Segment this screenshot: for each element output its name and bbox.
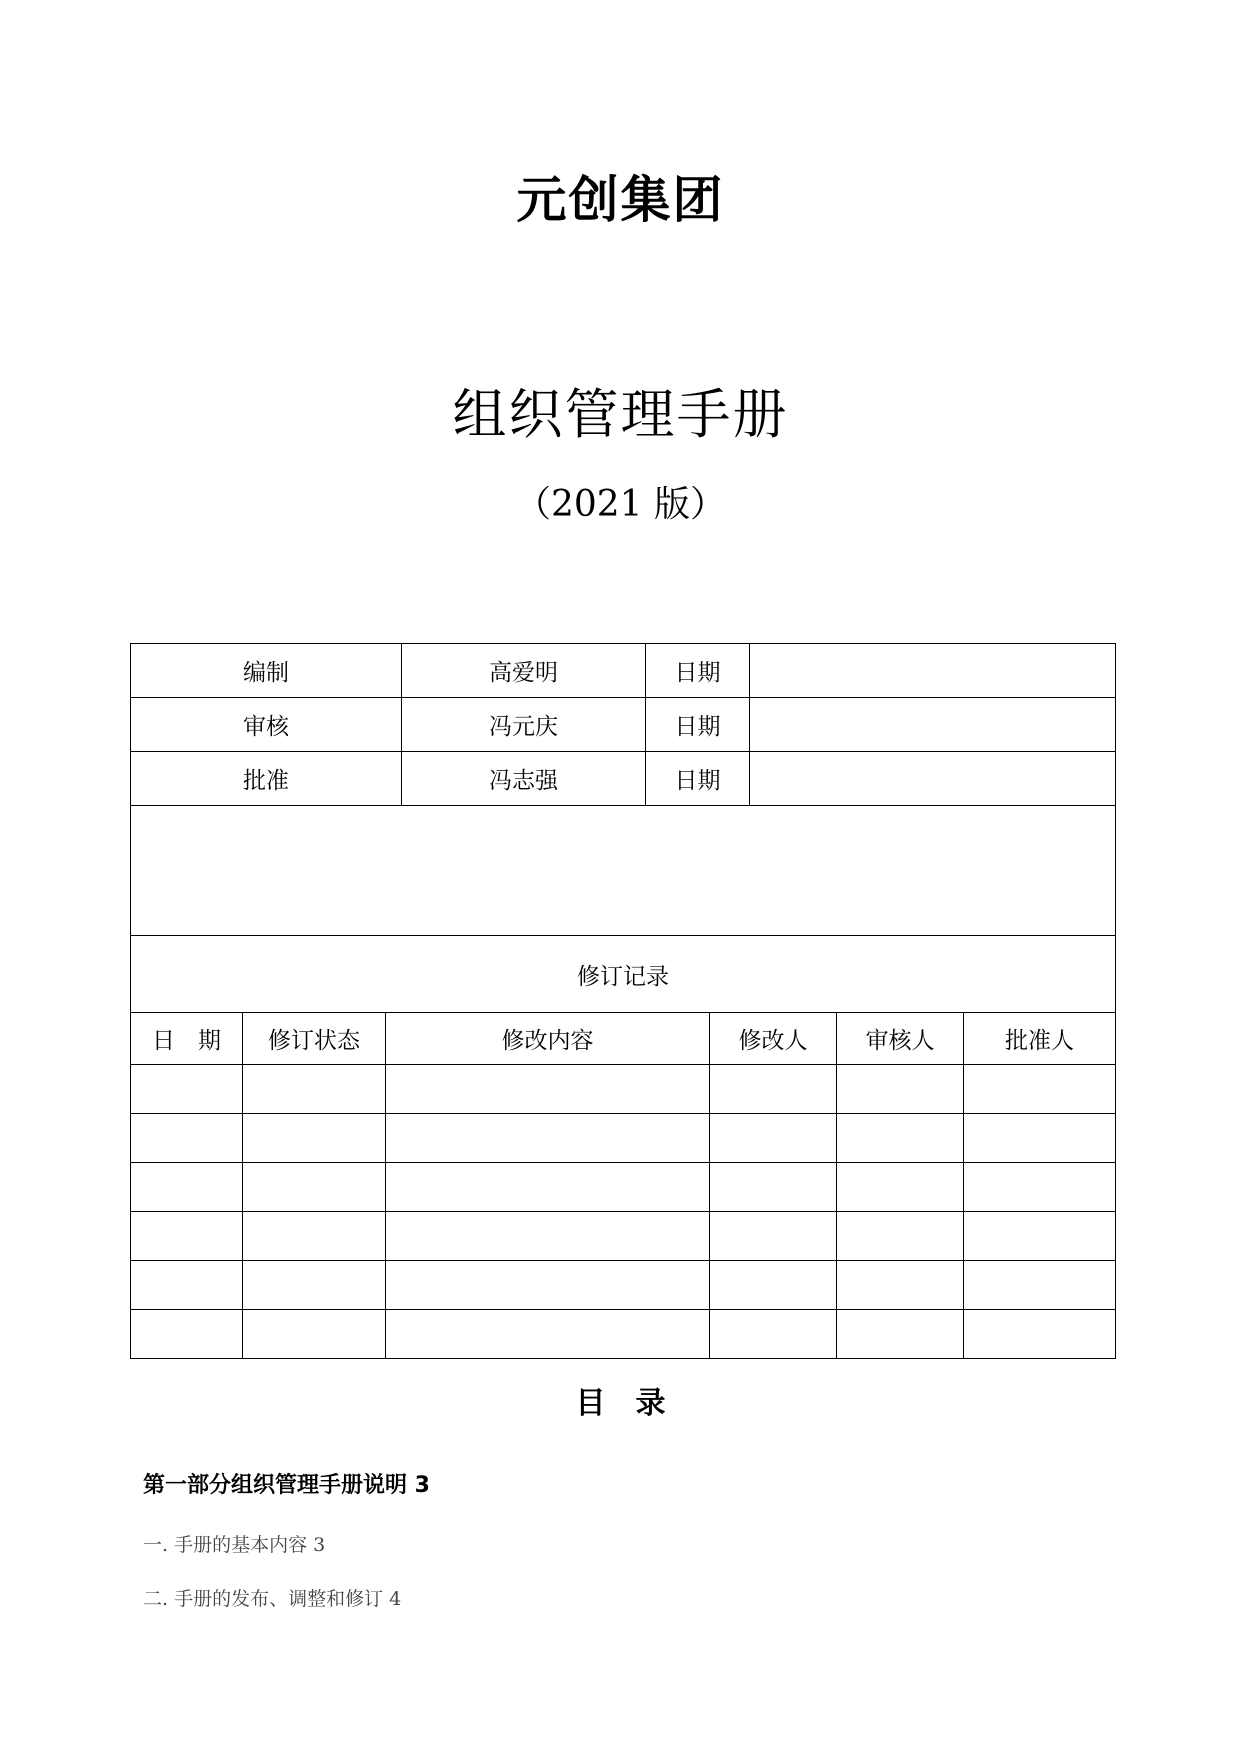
table-cell <box>710 1065 837 1114</box>
table-cell <box>710 1114 837 1163</box>
toc-entry-basic-content[interactable]: 一. 手册的基本内容 3 <box>143 1534 326 1556</box>
table-cell <box>964 1310 1116 1359</box>
edition-label: （2021 版） <box>514 484 727 525</box>
table-cell <box>386 1261 710 1310</box>
approval-person: 高爱明 <box>402 644 646 698</box>
table-cell <box>964 1261 1116 1310</box>
table-cell <box>131 1310 243 1359</box>
approval-role: 编制 <box>131 644 402 698</box>
table-cell <box>243 1163 386 1212</box>
table-cell <box>837 1114 964 1163</box>
table-cell <box>386 1065 710 1114</box>
header-reviewer: 审核人 <box>837 1013 964 1065</box>
table-cell <box>131 1163 243 1212</box>
revision-table <box>130 1012 1116 1359</box>
table-cell <box>243 1065 386 1114</box>
revision-record-title: 修订记录 <box>131 936 1116 1013</box>
approval-row-compile <box>131 644 1116 698</box>
table-cell <box>386 1212 710 1261</box>
table-row <box>131 1212 1116 1261</box>
table-cell <box>964 1212 1116 1261</box>
table-cell <box>243 1212 386 1261</box>
header-revision-status: 修订状态 <box>243 1013 386 1065</box>
approval-date-value <box>750 752 1116 806</box>
toc-title: 目录 <box>575 1386 696 1421</box>
header-change-content: 修改内容 <box>386 1013 710 1065</box>
header-approver: 批准人 <box>964 1013 1116 1065</box>
table-cell <box>710 1310 837 1359</box>
table-cell <box>837 1261 964 1310</box>
table-cell <box>386 1114 710 1163</box>
approval-row-review <box>131 698 1116 752</box>
table-cell <box>710 1212 837 1261</box>
table-cell <box>964 1163 1116 1212</box>
table-cell <box>710 1261 837 1310</box>
table-cell <box>386 1163 710 1212</box>
table-cell <box>243 1114 386 1163</box>
approval-role: 批准 <box>131 752 402 806</box>
table-row <box>131 1261 1116 1310</box>
table-cell <box>243 1310 386 1359</box>
table-row <box>131 1114 1116 1163</box>
table-cell <box>837 1163 964 1212</box>
table-cell <box>386 1310 710 1359</box>
company-name: 元创集团 <box>516 171 725 229</box>
table-cell <box>131 1065 243 1114</box>
table-cell <box>837 1212 964 1261</box>
approval-date-label: 日期 <box>646 752 750 806</box>
blank-row <box>131 806 1116 936</box>
approval-role: 审核 <box>131 698 402 752</box>
table-cell <box>964 1065 1116 1114</box>
table-row <box>131 1310 1116 1359</box>
approval-person: 冯元庆 <box>402 698 646 752</box>
table-row <box>131 1065 1116 1114</box>
header-modifier: 修改人 <box>710 1013 837 1065</box>
table-row <box>131 1163 1116 1212</box>
revision-header-row <box>131 1013 1116 1065</box>
table-cell <box>837 1310 964 1359</box>
table-cell <box>131 1212 243 1261</box>
blank-cell <box>131 806 1116 936</box>
approval-person: 冯志强 <box>402 752 646 806</box>
table-cell <box>243 1261 386 1310</box>
approval-date-label: 日期 <box>646 644 750 698</box>
table-cell <box>837 1065 964 1114</box>
approval-table <box>130 643 1116 1013</box>
table-cell <box>710 1163 837 1212</box>
approval-row-approve <box>131 752 1116 806</box>
table-cell <box>964 1114 1116 1163</box>
table-cell <box>131 1261 243 1310</box>
manual-title: 组织管理手册 <box>452 383 789 446</box>
toc-entry-release-revision[interactable]: 二. 手册的发布、调整和修订 4 <box>143 1588 402 1610</box>
approval-date-label: 日期 <box>646 698 750 752</box>
toc-entry-part-one[interactable]: 第一部分组织管理手册说明 3 <box>143 1473 430 1498</box>
table-cell <box>131 1114 243 1163</box>
header-date: 日 期 <box>131 1013 243 1065</box>
approval-date-value <box>750 644 1116 698</box>
approval-date-value <box>750 698 1116 752</box>
revision-title-row <box>131 936 1116 1013</box>
